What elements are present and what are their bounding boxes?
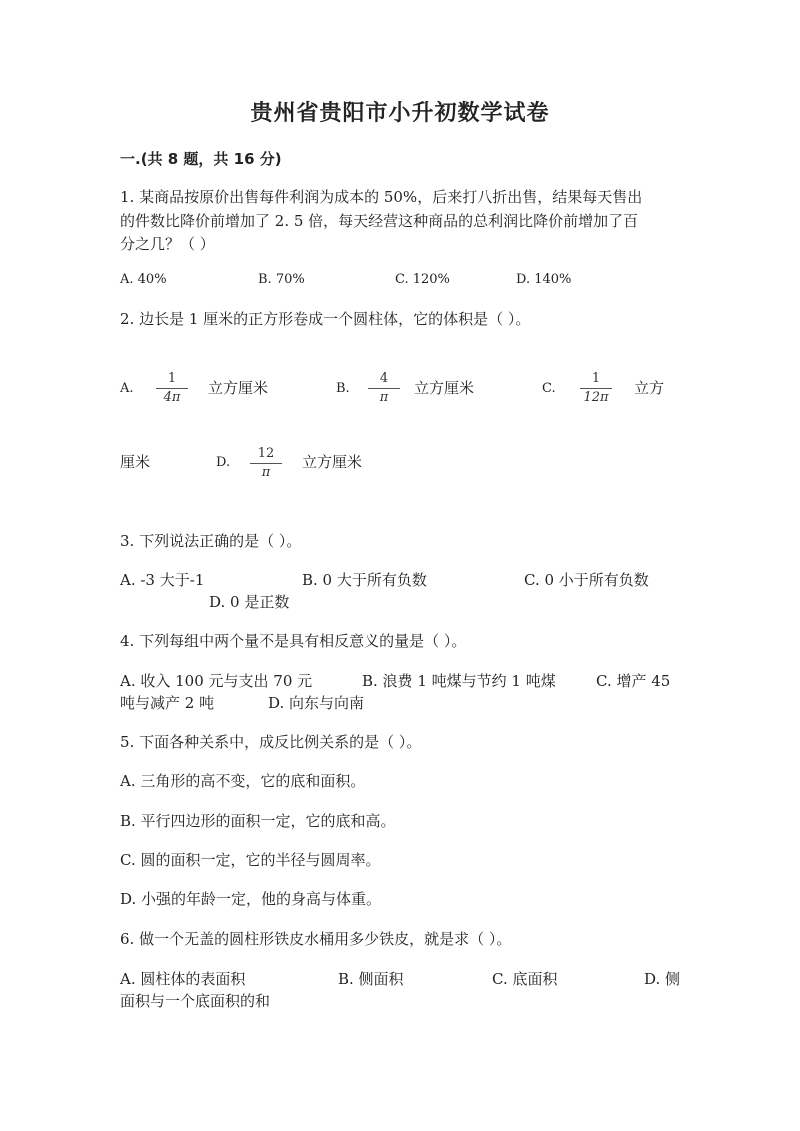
q2-option-c-fraction	[576, 371, 616, 406]
q1-option-d: D. 140%	[516, 272, 572, 287]
q3-option-a: A. -3 大于-1	[120, 571, 205, 589]
q1-stem-line-2: 的件数比降价前增加了 2. 5 倍，每天经营这种商品的总利润比降价前增加了百	[120, 212, 639, 230]
q2-option-d-numerator: 12	[257, 446, 275, 461]
q4-option-a: A. 收入 100 元与支出 70 元	[120, 672, 313, 690]
q2-option-c-label: C.	[542, 381, 556, 396]
q2-option-d-fraction	[246, 446, 286, 481]
q6-stem: 6. 做一个无盖的圆柱形铁皮水桶用多少铁皮，就是求（ ）。	[120, 930, 512, 948]
q4-option-c: C. 增产 45	[596, 672, 671, 690]
q2-option-a-numerator: 1	[167, 371, 177, 386]
q2-option-a-unit: 立方厘米	[208, 379, 269, 397]
q2-option-d-label: D.	[216, 455, 231, 470]
q5-option-d: D. 小强的年龄一定，他的身高与体重。	[120, 890, 382, 908]
q2-option-a-denominator: 4π	[163, 390, 181, 405]
q4-option-c-continued: 吨与减产 2 吨	[120, 694, 215, 712]
q5-option-c: C. 圆的面积一定，它的半径与圆周率。	[120, 851, 381, 869]
page-title: 贵州省贵阳市小升初数学试卷	[250, 101, 550, 126]
fraction-bar	[580, 388, 612, 389]
q2-option-d-denominator: π	[261, 465, 271, 480]
q2-option-c-numerator: 1	[591, 371, 601, 386]
q1-stem-line-1: 1. 某商品按原价出售每件利润为成本的 50%，后来打八折出售，结果每天售出	[120, 188, 643, 206]
q3-option-c: C. 0 小于所有负数	[524, 571, 649, 589]
q6-option-b: B. 侧面积	[338, 970, 404, 988]
q3-stem: 3. 下列说法正确的是（ ）。	[120, 532, 302, 550]
q3-option-b: B. 0 大于所有负数	[302, 571, 427, 589]
q2-stem: 2. 边长是 1 厘米的正方形卷成一个圆柱体，它的体积是（ ）。	[120, 310, 531, 328]
q5-option-b: B. 平行四边形的面积一定，它的底和高。	[120, 812, 396, 830]
q1-option-a: A. 40%	[120, 272, 167, 287]
section-heading: 一.(共 8 题，共 16 分)	[120, 150, 282, 168]
q6-option-d-continued: 面积与一个底面积的和	[120, 992, 271, 1010]
q5-option-a: A. 三角形的高不变，它的底和面积。	[120, 772, 366, 790]
fraction-bar	[250, 463, 282, 464]
q1-option-b: B. 70%	[258, 272, 305, 287]
q1-option-c: C. 120%	[395, 272, 450, 287]
q6-option-a: A. 圆柱体的表面积	[120, 970, 246, 988]
fraction-bar	[368, 388, 400, 389]
q3-option-d: D. 0 是正数	[209, 593, 290, 611]
q2-option-a-label: A.	[120, 381, 134, 396]
q2-option-c-unit: 立方	[634, 379, 665, 397]
q2-option-b-label: B.	[336, 381, 350, 396]
q2-option-d-unit: 立方厘米	[302, 453, 363, 471]
q1-stem-line-3: 分之几？（ ）	[120, 235, 215, 253]
q2-option-a-fraction	[152, 371, 192, 406]
q2-option-c-denominator: 12π	[583, 390, 609, 405]
q2-option-b-fraction	[364, 371, 404, 406]
q4-stem: 4. 下列每组中两个量不是具有相反意义的量是（ ）。	[120, 632, 467, 650]
q6-option-d: D. 侧	[644, 970, 681, 988]
q2-option-b-unit: 立方厘米	[414, 379, 475, 397]
q4-option-b: B. 浪费 1 吨煤与节约 1 吨煤	[362, 672, 556, 690]
q4-option-d: D. 向东与向南	[268, 694, 365, 712]
q2-option-b-denominator: π	[379, 390, 389, 405]
q2-option-b-numerator: 4	[379, 371, 389, 386]
q6-option-c: C. 底面积	[492, 970, 558, 988]
q5-stem: 5. 下面各种关系中，成反比例关系的是（ ）。	[120, 733, 422, 751]
fraction-bar	[156, 388, 188, 389]
q2-option-c-unit-continued: 厘米	[120, 453, 151, 471]
